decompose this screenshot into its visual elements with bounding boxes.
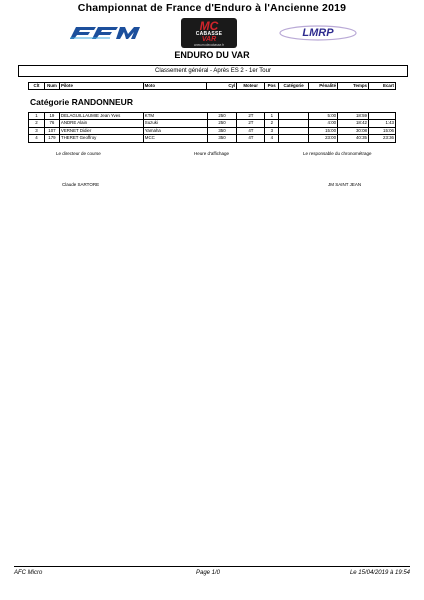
cell-categorie — [279, 120, 309, 127]
cell-pilote: VERNET Didier — [59, 127, 143, 134]
cell-moteur: 2T — [237, 120, 265, 127]
page-title: Championnat de France d'Enduro à l'Ancienne 2019 — [77, 2, 347, 14]
cell-ecart: 15:06 — [368, 127, 395, 134]
mc-logo-text: MC — [199, 19, 219, 33]
lmrp-logo-icon — [278, 24, 358, 42]
cell-ecart: 1:43 — [368, 120, 395, 127]
cell-cyl: 250 — [207, 120, 237, 127]
cell-temps: 30:08 — [338, 127, 369, 134]
cell-penalite: 23:00 — [309, 135, 338, 142]
cell-num: 19 — [44, 113, 59, 120]
cell-moto: KTM — [143, 113, 207, 120]
timekeeper-name: JM SAINT JEAN — [328, 182, 362, 187]
col-pos: Pos — [265, 83, 279, 90]
event-name: ENDURO DU VAR — [174, 50, 250, 60]
cell-num: 76 — [44, 120, 59, 127]
footer-date: Le 15/04/2019 à 19:54 — [349, 570, 410, 576]
cell-num: 179 — [44, 135, 59, 142]
cell-pos: 4 — [265, 135, 279, 142]
results-table — [28, 112, 396, 143]
category-heading: Catégorie RANDONNEUR — [30, 97, 133, 107]
cell-cyl: 350 — [207, 127, 237, 134]
cell-num: 107 — [44, 127, 59, 134]
cell-categorie — [279, 113, 309, 120]
cell-moto: MCC — [143, 135, 207, 142]
cell-pos: 1 — [265, 113, 279, 120]
cell-pilote: DELAGUILLAUMIE Jean Yves — [59, 113, 143, 120]
cell-moteur: 2T — [237, 113, 265, 120]
cell-penalite: 5:00 — [309, 113, 338, 120]
lmrp-logo-text: LMRP — [302, 27, 334, 39]
cell-pos: 3 — [265, 127, 279, 134]
col-temps: Temps — [338, 83, 369, 90]
cell-penalite: 4:00 — [309, 120, 338, 127]
cell-ecart — [368, 113, 395, 120]
cell-temps: 18:59 — [338, 113, 369, 120]
results-subtitle: Classement général - Après ES 2 - 1er Tour — [18, 65, 408, 77]
cell-ecart: 23:36 — [368, 135, 395, 142]
table-row — [29, 127, 396, 134]
cell-cyl: 250 — [207, 113, 237, 120]
timekeeper-label: Le responsable du chronométrage — [303, 151, 372, 156]
col-moteur: Moteur — [237, 83, 265, 90]
mc-logo-region: VAR — [201, 36, 217, 43]
logo-bar — [0, 18, 424, 48]
cell-clt: 4 — [29, 135, 45, 142]
footer-software: AFC Micro — [14, 570, 43, 576]
col-clt: Clt — [29, 83, 45, 90]
col-num: Num — [44, 83, 59, 90]
cell-categorie — [279, 135, 309, 142]
table-row — [29, 135, 396, 142]
mc-logo-club: CABASSE — [195, 31, 223, 37]
mc-cabasse-logo — [181, 18, 237, 48]
cell-cyl: 350 — [207, 135, 237, 142]
cell-clt: 2 — [29, 120, 45, 127]
results-header — [28, 82, 396, 90]
col-cyl: Cyl — [207, 83, 237, 90]
cell-clt: 1 — [29, 113, 45, 120]
cell-temps: 40:35 — [338, 135, 369, 142]
ffm-logo-icon — [70, 26, 142, 40]
cell-categorie — [279, 127, 309, 134]
cell-pilote: ANDRE Alain — [59, 120, 143, 127]
cell-pilote: THERET Geoffroy — [59, 135, 143, 142]
footer-page: Page 1/0 — [196, 570, 221, 576]
cell-pos: 2 — [265, 120, 279, 127]
cell-clt: 3 — [29, 127, 45, 134]
posting-time-label: Heure d'affichage — [194, 151, 230, 156]
cell-moteur: 4T — [237, 135, 265, 142]
col-categorie: Catégorie — [279, 83, 309, 90]
cell-penalite: 15:00 — [309, 127, 338, 134]
table-row — [29, 120, 396, 127]
cell-temps: 18:42 — [338, 120, 369, 127]
table-row — [29, 113, 396, 120]
director-label: Le directeur de course — [56, 151, 101, 156]
col-pilote: Pilote — [59, 83, 143, 90]
cell-moto: Yamaha — [143, 127, 207, 134]
col-moto: Moto — [143, 83, 207, 90]
col-penalite: Pénalité — [309, 83, 338, 90]
cell-moto: Suzuki — [143, 120, 207, 127]
mc-logo-site: www.mcdecabasse.fr — [193, 43, 225, 47]
col-ecart: Ecart — [368, 83, 395, 90]
director-name: Claude SARTORE — [62, 182, 100, 187]
cell-moteur: 4T — [237, 127, 265, 134]
footer-divider — [14, 566, 410, 567]
